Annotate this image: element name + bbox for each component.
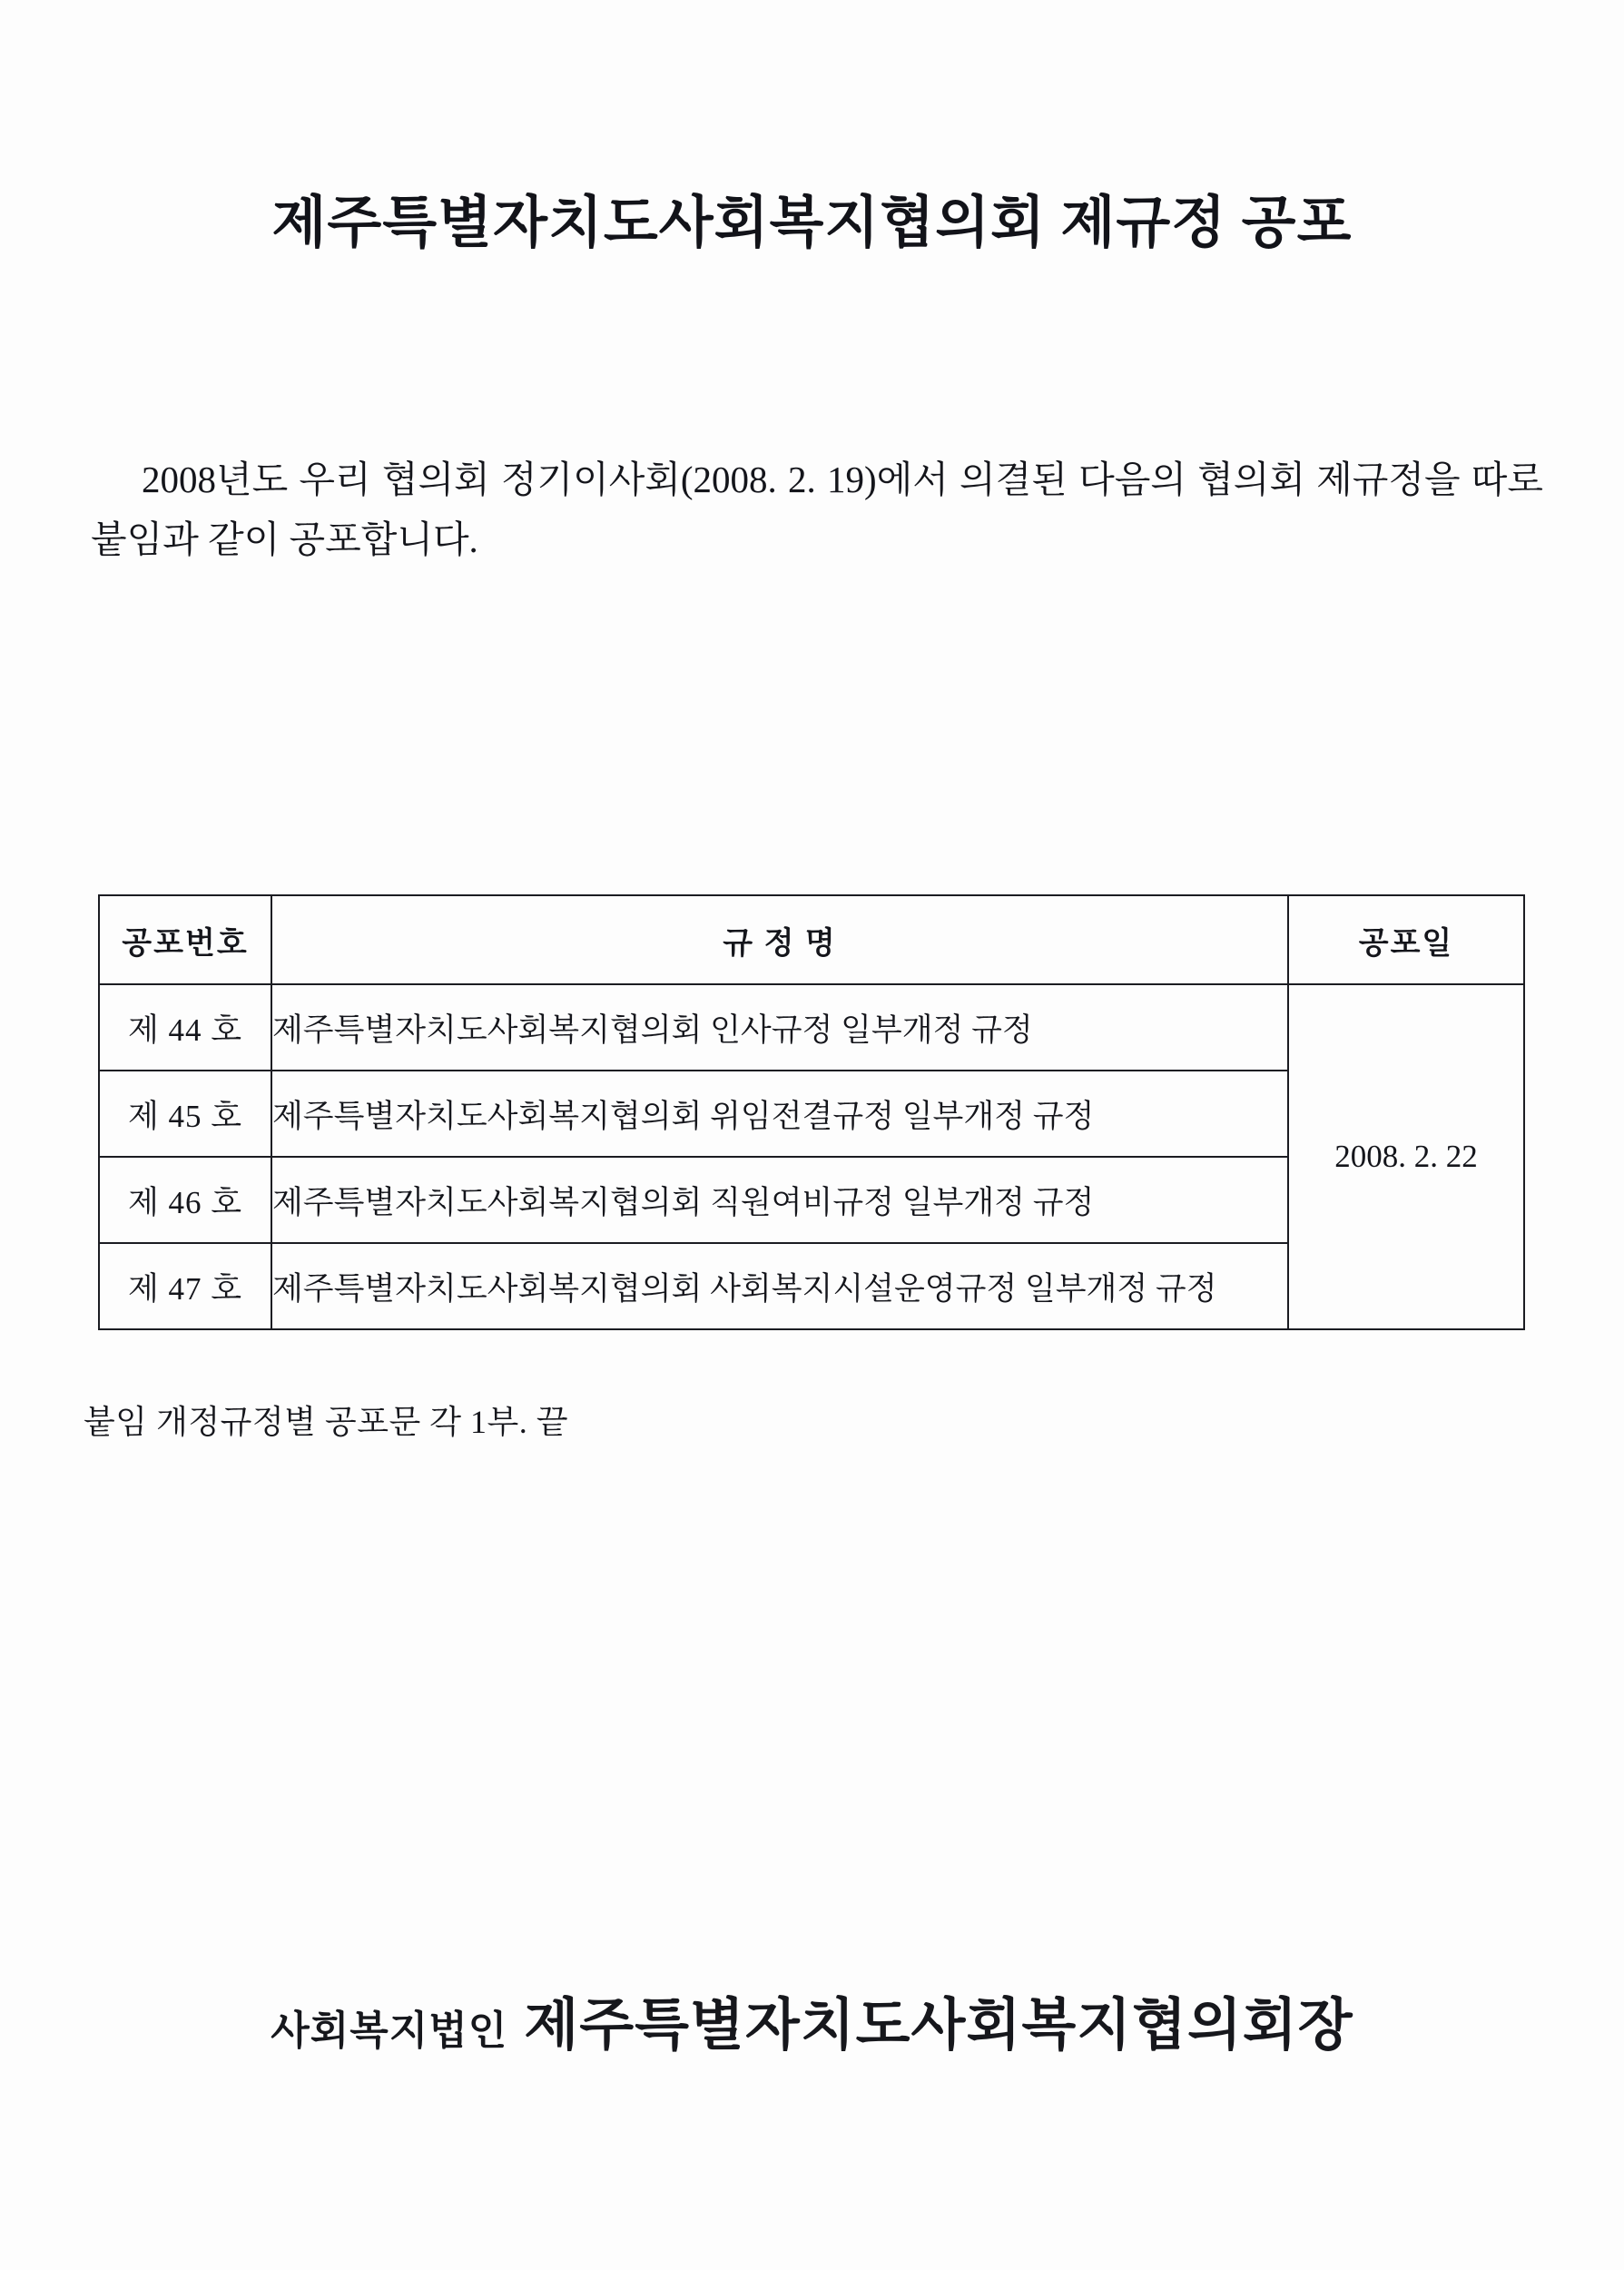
cell-number: 제 45 호 (99, 1071, 271, 1157)
cell-regulation-name: 제주특별자치도사회복지협의회 사회복지시설운영규정 일부개정 규정 (271, 1243, 1288, 1329)
signature-org-type: 사회복지법인 (271, 2008, 508, 2053)
regulations-table-container (98, 894, 1523, 1330)
column-header-date: 공포일 (1288, 895, 1524, 984)
paragraph-text: 2008년도 우리 협의회 정기이사회(2008. 2. 19)에서 의결된 다음의 협의회 제규정을 따로붙임과 같이 공포합니다. (91, 459, 1543, 561)
attachment-note: 붙임 개정규정별 공포문 각 1부. 끝 (84, 1404, 569, 1440)
cell-number: 제 46 호 (99, 1157, 271, 1243)
cell-regulation-name: 제주특별자치도사회복지협의회 직원여비규정 일부개정 규정 (271, 1157, 1288, 1243)
cell-promulgation-date: 2008. 2. 22 (1288, 984, 1524, 1329)
cell-regulation-name: 제주특별자치도사회복지협의회 인사규정 일부개정 규정 (271, 984, 1288, 1071)
cell-number: 제 47 호 (99, 1243, 271, 1329)
table-header-row (99, 895, 1524, 984)
cell-number: 제 44 호 (99, 984, 271, 1071)
regulations-table (98, 894, 1525, 1330)
column-header-number: 공포번호 (99, 895, 271, 984)
body-paragraph (91, 449, 1543, 570)
signature-block (0, 1979, 1624, 2060)
page-title: 제주특별자치도사회복지협의회 제규정 공포 (271, 192, 1353, 254)
column-header-regulation-name: 규 정 명 (271, 895, 1288, 984)
signature-org-name: 제주특별자치도사회복지협의회장 (524, 1995, 1353, 2057)
table-row (99, 984, 1524, 1071)
cell-regulation-name: 제주특별자치도사회복지협의회 위임전결규정 일부개정 규정 (271, 1071, 1288, 1157)
